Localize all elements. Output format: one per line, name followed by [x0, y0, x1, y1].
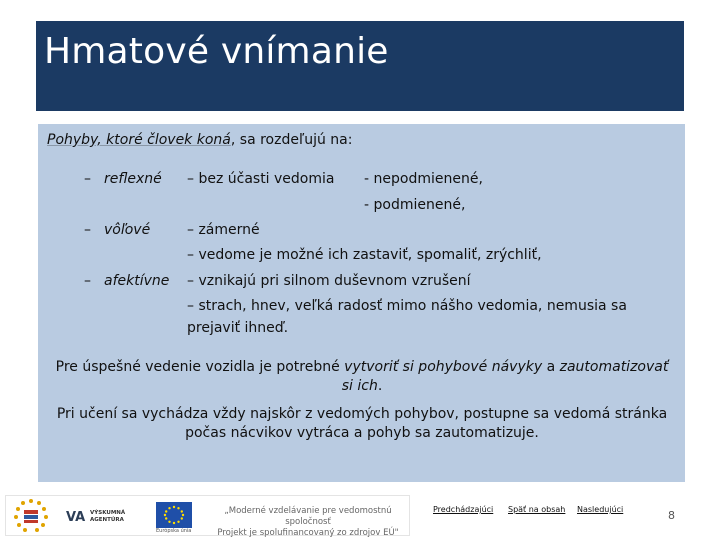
- eu-stars-logo-icon: [10, 497, 52, 535]
- intro-italic: Pohyby, ktoré človek koná: [47, 132, 231, 148]
- para-text: Pre úspešné vedenie vozidla je potrebné: [55, 359, 345, 375]
- desc-line: prejaviť ihneď.: [187, 320, 289, 336]
- logo-strip: [5, 495, 410, 536]
- para-text: Pri učení sa vychádza vždy najskôr z vedomých pohybov, postupne sa vedomá stránka: [56, 406, 668, 422]
- desc-line: – bez účasti vedomia: [187, 171, 335, 187]
- project-line: „Moderné vzdelávanie pre vedomostnú spoločnosť: [224, 506, 392, 527]
- intro-rest: , sa rozdeľujú na:: [230, 132, 353, 148]
- term-volove: vôľové: [104, 222, 151, 238]
- desc-line: – zámerné: [187, 222, 260, 238]
- eu-flag-icon: [156, 502, 192, 528]
- term-reflexne: reflexné: [104, 171, 162, 187]
- para-text: počas nácvikov vytráca a pohyb sa zautomatizuje.: [185, 425, 539, 441]
- next-link[interactable]: Nasledujúci: [577, 505, 624, 514]
- paragraph-learning: [46, 405, 678, 443]
- project-statement: [210, 506, 406, 539]
- desc-line: – vedome je možné ich zastaviť, spomaliť, zrýchliť,: [187, 247, 542, 263]
- sub-line: - podmienené,: [364, 197, 466, 213]
- vyskumna-line: VÝSKUMNÁ: [90, 510, 126, 516]
- vyskumna-agentura-logo: [66, 508, 156, 528]
- paragraph-habits: [46, 358, 678, 396]
- term-afektivne: afektívne: [104, 273, 170, 289]
- para-italic: si ich: [341, 378, 378, 394]
- para-italic: zautomatizovať: [559, 359, 669, 375]
- list-dash: –: [84, 273, 91, 289]
- project-line: Projekt je spolufinancovaný zo zdrojov EÚ": [217, 528, 399, 538]
- para-italic: vytvoriť si pohybové návyky: [344, 359, 543, 375]
- para-text: a: [542, 359, 560, 375]
- page-number: 8: [668, 509, 675, 522]
- list-dash: –: [84, 171, 91, 187]
- sub-line: - nepodmienené,: [364, 171, 483, 187]
- eu-caption: Európska únia: [156, 528, 192, 534]
- va-mark-icon: VA: [66, 510, 86, 525]
- slide-title: Hmatové vnímanie: [44, 31, 389, 72]
- vyskumna-agentura-text: [90, 510, 125, 524]
- title-bar: [36, 21, 684, 111]
- footer: [0, 490, 720, 540]
- para-text: .: [377, 378, 383, 394]
- back-to-contents-link[interactable]: Späť na obsah: [508, 505, 566, 514]
- previous-link[interactable]: Predchádzajúci: [433, 505, 494, 514]
- desc-line: – vznikajú pri silnom duševnom vzrušení: [187, 273, 471, 289]
- list-dash: –: [84, 222, 91, 238]
- desc-line: – strach, hnev, veľká radosť mimo nášho vedomia, nemusia sa: [187, 298, 627, 314]
- content-box: [38, 124, 685, 482]
- vyskumna-line: AGENTÚRA: [90, 517, 124, 523]
